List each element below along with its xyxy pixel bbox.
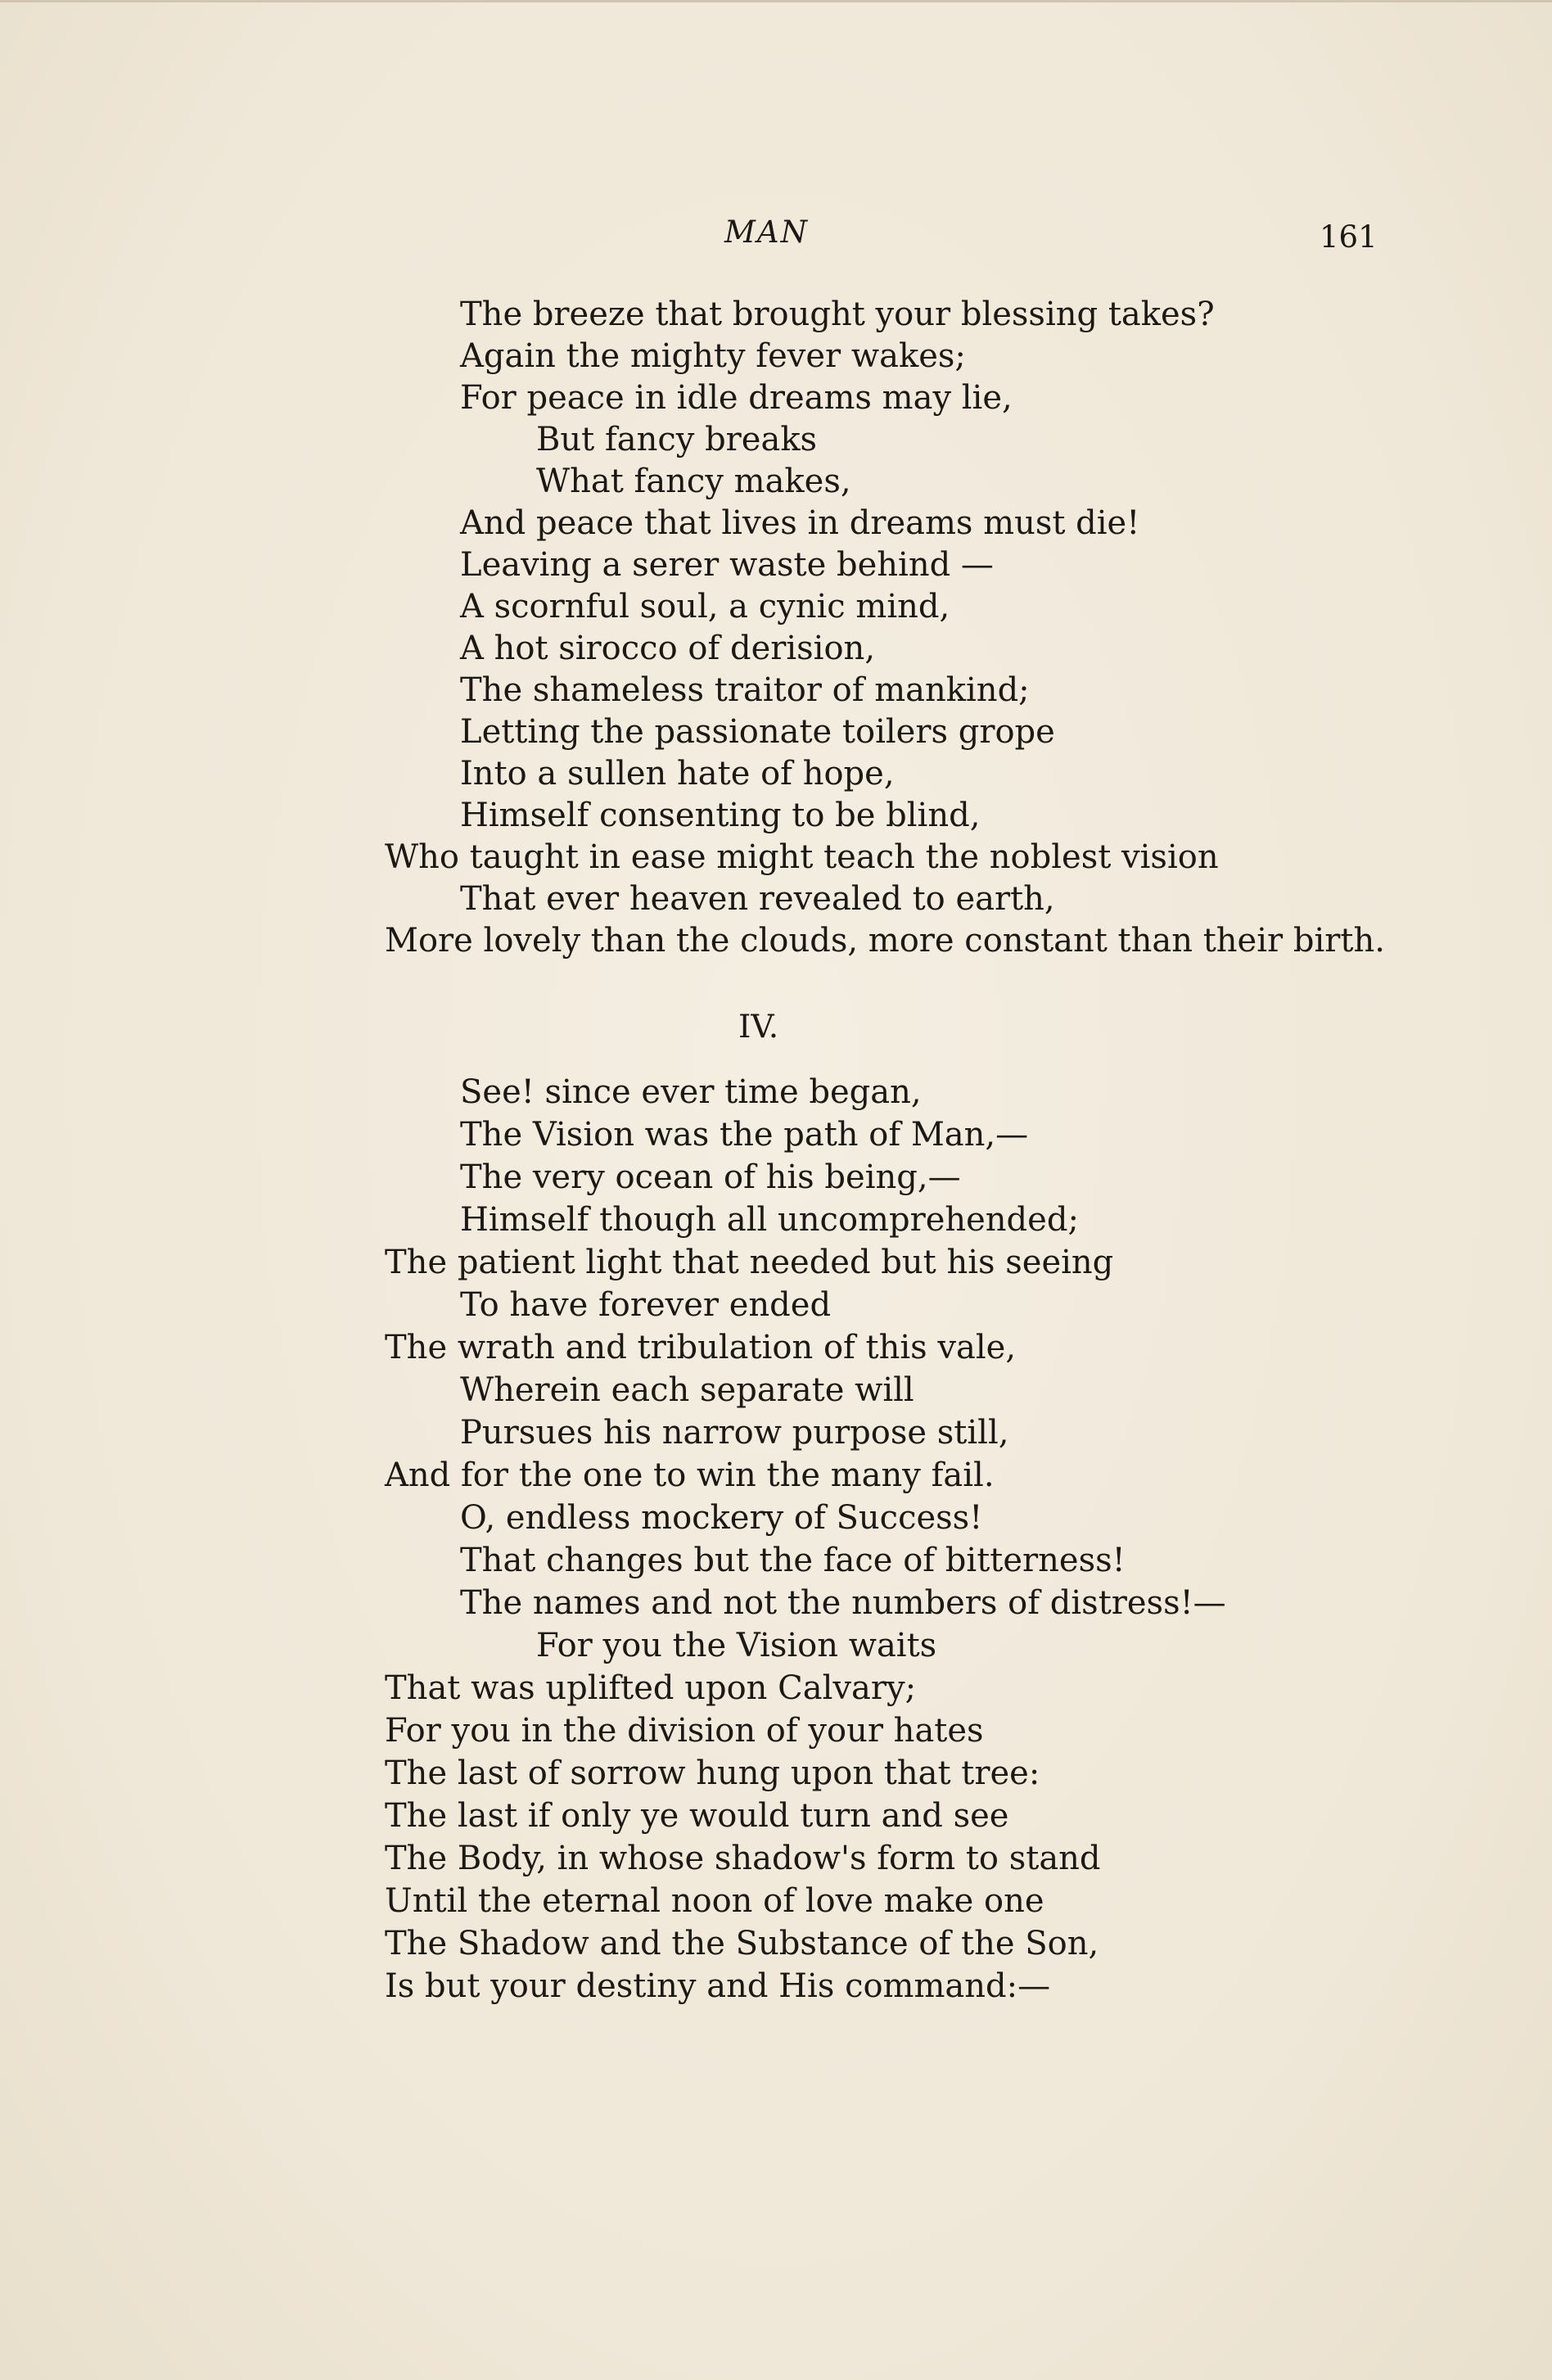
poem-line: Himself consenting to be blind,: [460, 797, 981, 834]
poem-line: Into a sullen hate of hope,: [460, 755, 895, 793]
poem-line: The breeze that brought your blessing takes?: [460, 296, 1215, 333]
poem-line: The last of sorrow hung upon that tree:: [385, 1755, 1040, 1792]
poem-line: The names and not the numbers of distress!—: [460, 1584, 1226, 1622]
poem-line: And peace that lives in dreams must die!: [460, 504, 1140, 542]
poem-line: O, endless mockery of Success!: [460, 1499, 983, 1537]
poem-line: A hot sirocco of derision,: [460, 630, 876, 667]
poem-line: But fancy breaks: [536, 421, 818, 458]
poem-line: Pursues his narrow purpose still,: [460, 1414, 1009, 1452]
page-top-edge: [0, 0, 1552, 2]
poem-line: For you in the division of your hates: [385, 1712, 984, 1750]
poem-line: Wherein each separate will: [460, 1371, 914, 1409]
poem-line: See! since ever time began,: [460, 1073, 922, 1111]
poem-line: Again the mighty fever wakes;: [460, 337, 966, 375]
poem-line: Letting the passionate toilers grope: [460, 713, 1055, 751]
poem-line: For peace in idle dreams may lie,: [460, 379, 1013, 417]
poem-line: That changes but the face of bitterness!: [460, 1542, 1126, 1579]
poem-line: The Vision was the path of Man,—: [460, 1116, 1029, 1154]
poem-line: Himself though all uncomprehended;: [460, 1201, 1079, 1239]
poem-line: What fancy makes,: [536, 463, 851, 500]
poem-line: Until the eternal noon of love make one: [385, 1882, 1044, 1920]
section-heading: IV.: [738, 1009, 779, 1045]
page-number: 161: [1320, 219, 1378, 255]
poem-line: Leaving a serer waste behind —: [460, 546, 994, 584]
poem-line: To have forever ended: [460, 1286, 832, 1324]
poem-line: The last if only ye would turn and see: [385, 1797, 1009, 1835]
poem-line: The patient light that needed but his seeing: [385, 1244, 1114, 1281]
poem-line: The Shadow and the Substance of the Son,: [385, 1925, 1099, 1962]
poem-line: The Body, in whose shadow's form to stand: [385, 1840, 1101, 1877]
poem-line: Is but your destiny and His command:—: [385, 1967, 1051, 2005]
poem-line: That was uplifted upon Calvary;: [385, 1669, 917, 1707]
poem-line: A scornful soul, a cynic mind,: [460, 588, 950, 625]
poem-line: That ever heaven revealed to earth,: [460, 880, 1055, 918]
poem-line: The shameless traitor of mankind;: [460, 671, 1030, 709]
running-head: MAN: [724, 215, 809, 250]
poem-line: And for the one to win the many fail.: [385, 1456, 995, 1494]
poem-line: Who taught in ease might teach the noblest vision: [385, 838, 1219, 876]
poem-line: For you the Vision waits: [536, 1627, 937, 1664]
poem-line: The very ocean of his being,—: [460, 1158, 961, 1196]
poem-line: The wrath and tribulation of this vale,: [385, 1329, 1017, 1366]
poem-line: More lovely than the clouds, more constant than their birth.: [385, 922, 1385, 960]
